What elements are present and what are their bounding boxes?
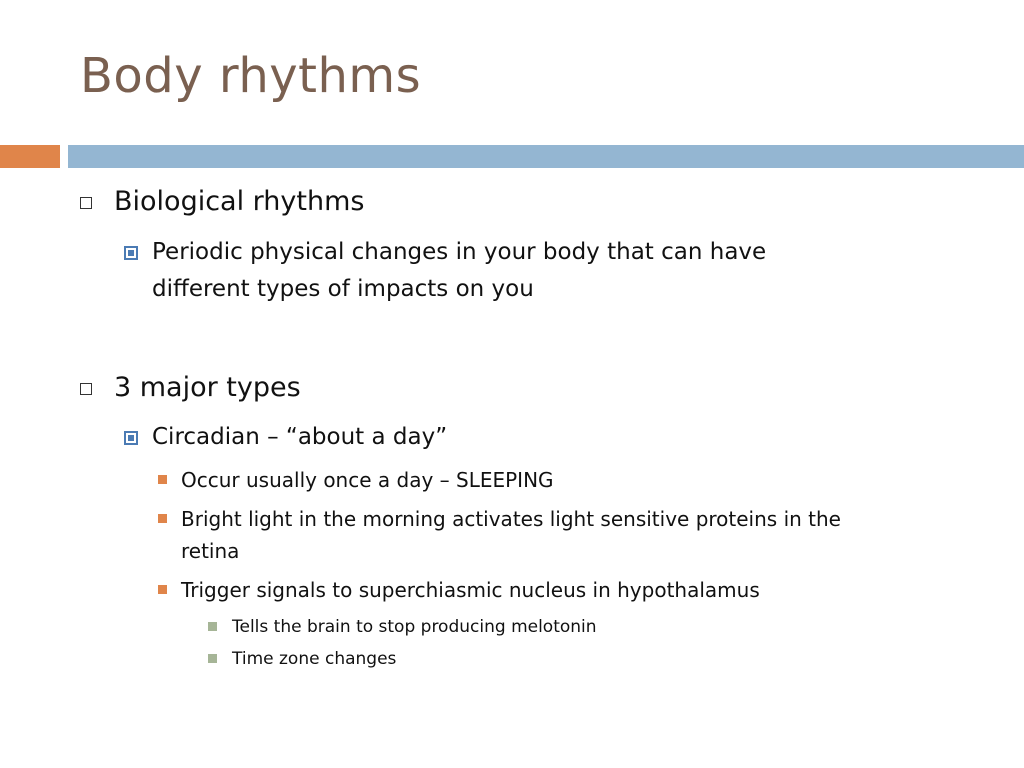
bullet-text-line1: Periodic physical changes in your body that can have <box>152 239 767 265</box>
bullet-text-line1: Bright light in the morning activates light sensitive proteins in the <box>181 507 841 531</box>
orange-square-bullet-icon <box>158 514 167 523</box>
slide-title: Body rhythms <box>80 48 422 104</box>
bullet-trigger <box>158 574 760 606</box>
bullet-text: Tells the brain to stop producing melotonin <box>232 617 597 637</box>
bullet-text: Biological rhythms <box>114 186 365 217</box>
square-bullet-icon <box>124 431 138 445</box>
bullet-text: Time zone changes <box>232 649 397 669</box>
bullet-text: Circadian – “about a day” <box>152 424 448 450</box>
bullet-circadian <box>124 419 447 456</box>
orange-square-bullet-icon <box>158 475 167 484</box>
bullet-text: 3 major types <box>114 372 301 403</box>
square-bullet-icon <box>124 246 138 260</box>
bullet-occur <box>158 464 554 496</box>
bullet-biological-rhythms <box>80 186 364 217</box>
bullet-time-zone <box>208 645 396 673</box>
bullet-text-line2: retina <box>181 539 240 563</box>
bullet-periodic <box>124 234 766 308</box>
green-square-bullet-icon <box>208 654 217 663</box>
bullet-bright-light <box>158 503 841 567</box>
orange-square-bullet-icon <box>158 585 167 594</box>
bullet-major-types <box>80 372 301 403</box>
accent-bar-orange <box>0 145 60 168</box>
accent-bar-blue <box>68 145 1024 168</box>
bullet-text: Occur usually once a day – SLEEPING <box>181 468 554 492</box>
bullet-tells-brain <box>208 613 597 641</box>
bullet-text-line2: different types of impacts on you <box>152 276 534 302</box>
bullet-text: Trigger signals to superchiasmic nucleus in hypothalamus <box>181 578 760 602</box>
hollow-square-bullet-icon <box>80 383 92 395</box>
green-square-bullet-icon <box>208 622 217 631</box>
hollow-square-bullet-icon <box>80 197 92 209</box>
